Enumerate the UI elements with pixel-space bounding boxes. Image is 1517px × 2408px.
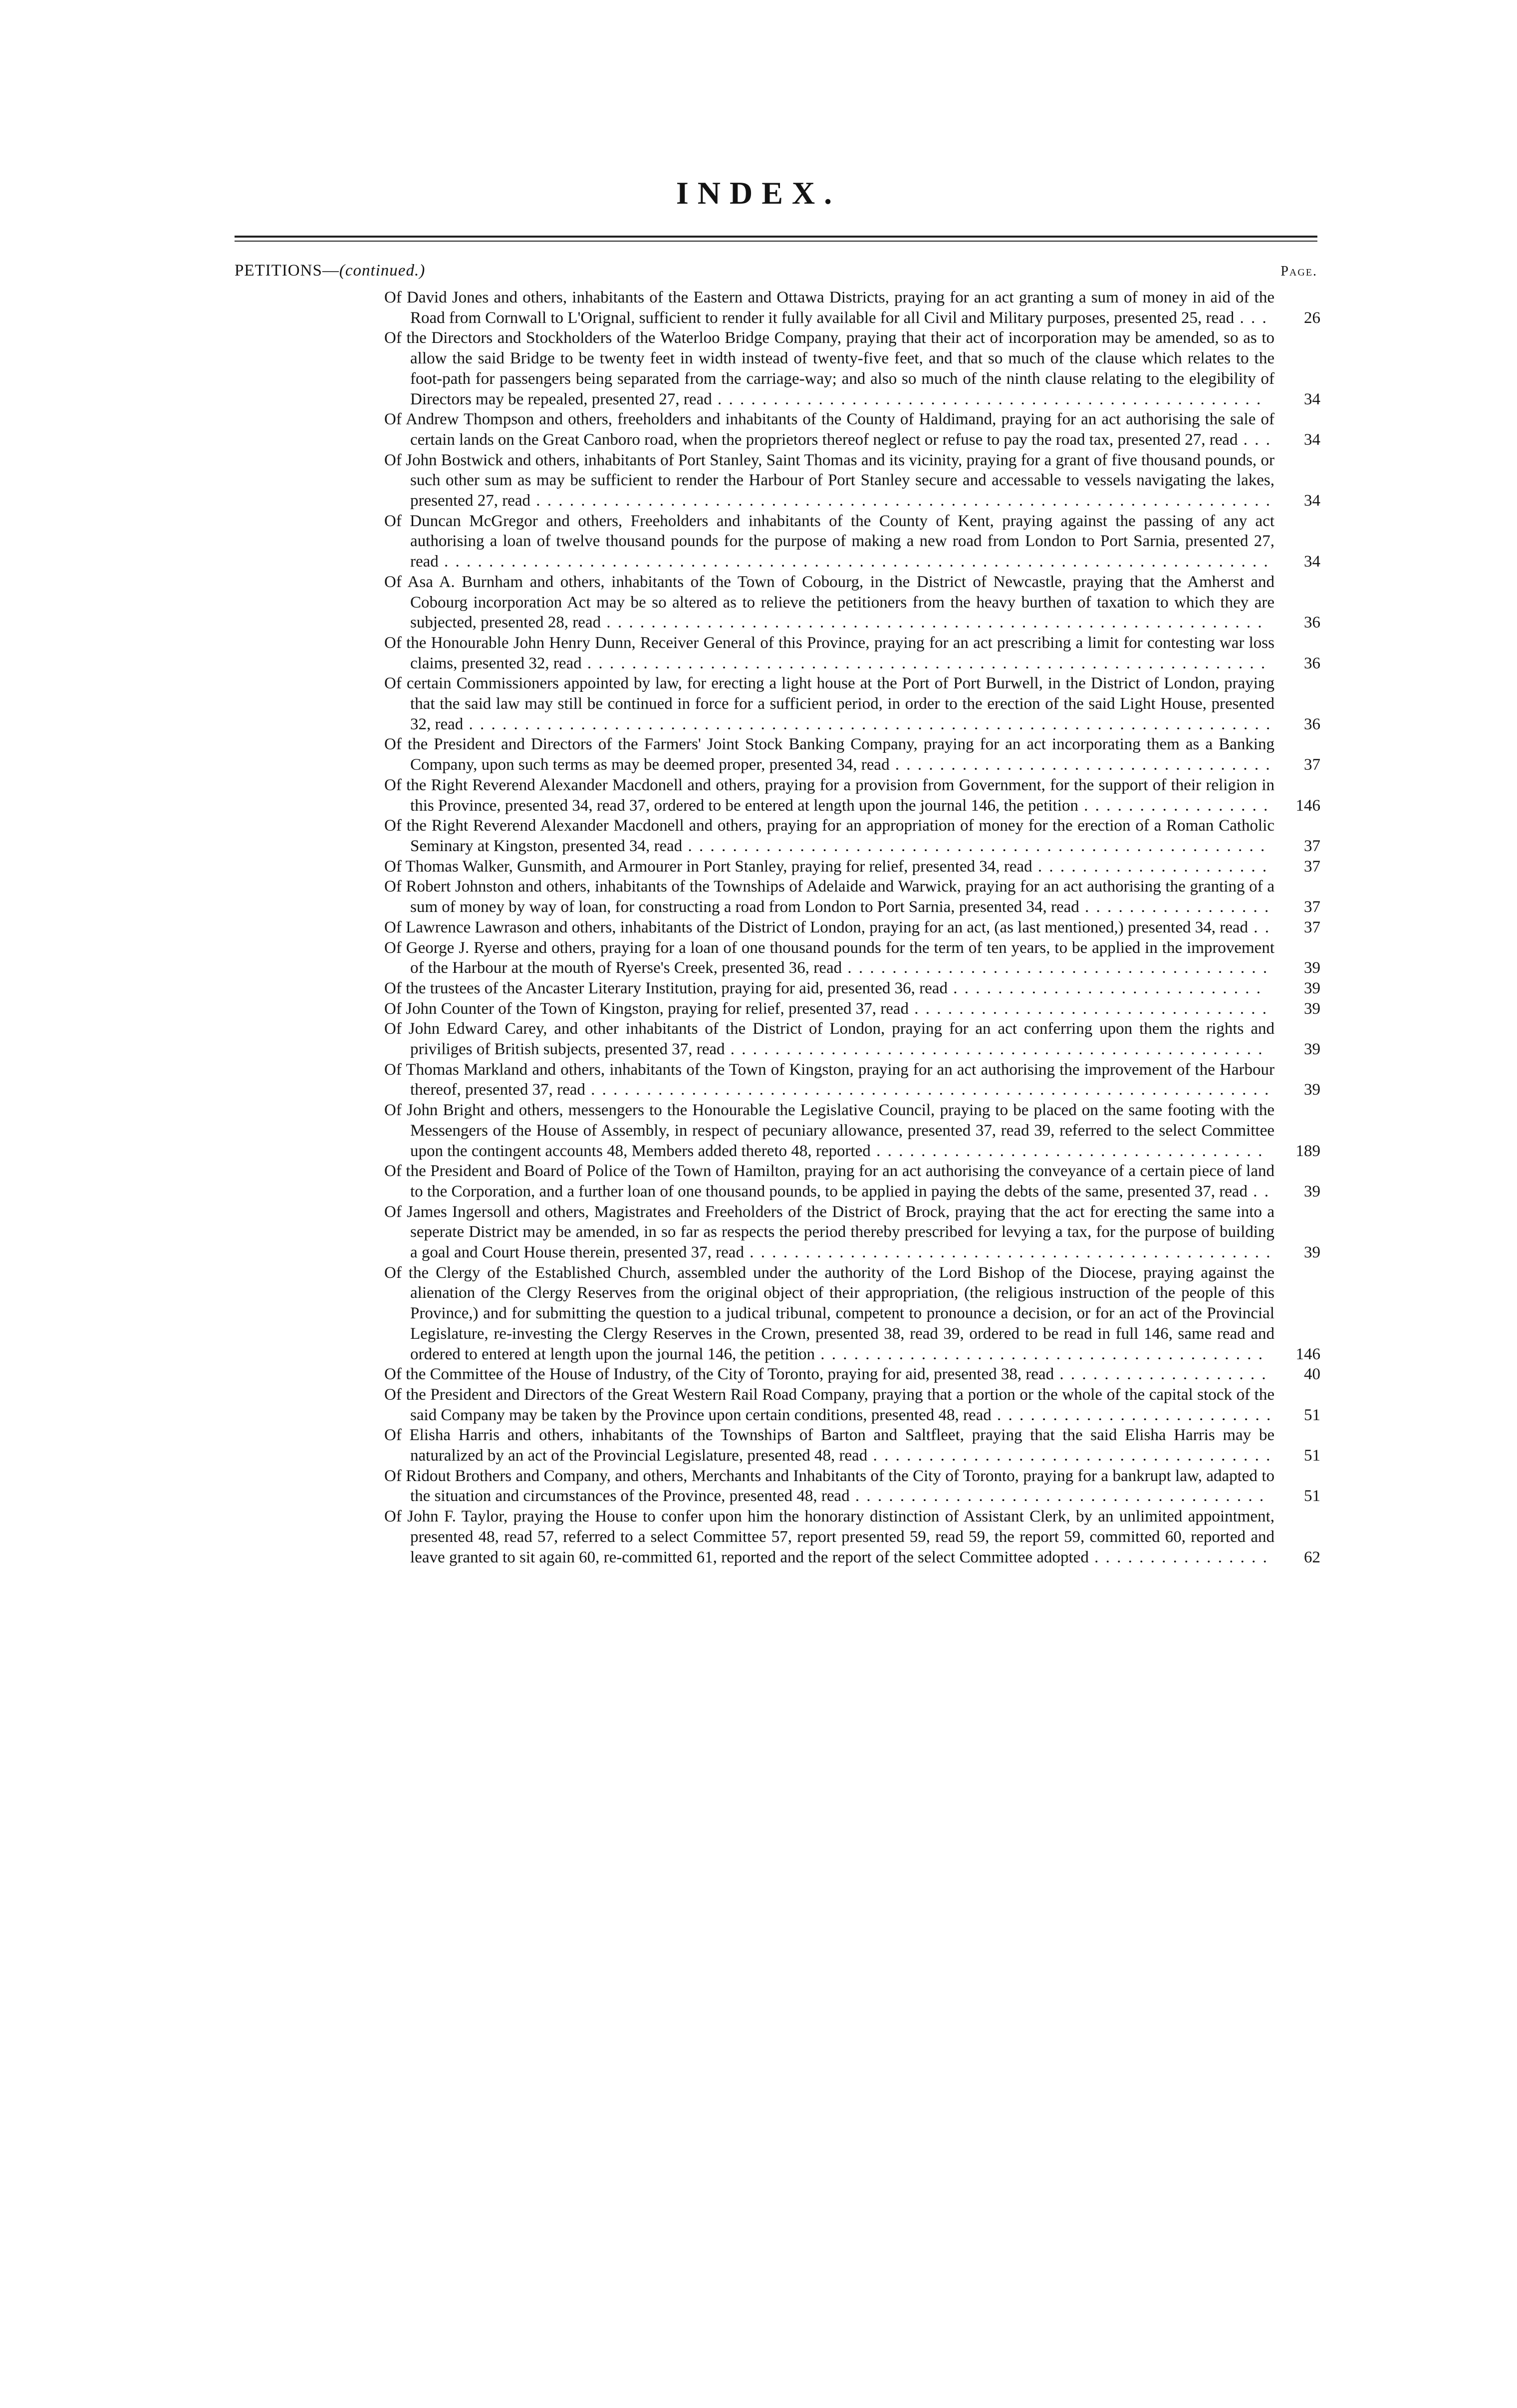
entry-description: Of the President and Directors of the Great Western Rail Road Company, praying that a portion or the whole of the capital stock of the said Company may be taken by the Province upon certain conditions, presented 48, read	[384, 1385, 1274, 1424]
dot-leader: . . . . . . . . . . . . . . . . . . . . . . . . . . . . . . . . . . . . . . . . . . . . . . . .	[725, 1040, 1264, 1059]
entry-description: Of George J. Ryerse and others, praying for a loan of one thousand pounds for the term of ten years, to be applied in the improvement of the Harbour at the mouth of Ryerse's Creek, presented 36, read	[384, 938, 1274, 977]
entry-page-number: 36	[1304, 654, 1320, 672]
entry-text	[384, 511, 1320, 572]
entry-page-number: 26	[1304, 308, 1320, 327]
entry-text	[384, 1263, 1320, 1365]
entry-description: Of John F. Taylor, praying the House to confer upon him the honorary distinction of Assistant Clerk, by an unlimited appointment, presented 48, read 57, referred to a select Committee 57, report presented 59, read 59, the report 59, committed 60, reported and leave granted to sit again 60, re-committed 61, reported and the report of the select Committee adopted	[384, 1507, 1274, 1566]
entry-page-number: 146	[1295, 796, 1320, 815]
dot-leader: . . . . . . . . . . . . . . . . . . . . .	[1032, 857, 1268, 876]
section-heading	[235, 262, 425, 280]
entry-page-number: 51	[1304, 1447, 1320, 1465]
entry-text	[384, 917, 1320, 938]
entry-page-number: 39	[1304, 1040, 1320, 1059]
dot-leader: . . . . . . . . . . . . . . . . . . . . . . . . . . . . . . . . . . . . . . . . . . . . . . . . . . . . . . . . . . .	[601, 613, 1264, 632]
dot-leader: . . . . . . . . . . . . . . . . . . .	[1054, 1365, 1267, 1384]
dot-leader: . .	[1247, 1182, 1270, 1201]
entry-description: Of John Counter of the Town of Kingston, praying for relief, presented 37, read	[384, 999, 909, 1018]
dot-leader: . . . . . . . . . . . . . . . . . . . . . . . . . . . . . . . . . . . . . . . . . . . . . . . . . . . .	[682, 837, 1266, 855]
index-entry	[384, 1385, 1320, 1425]
dot-leader: . . . . . . . . . . . . . . . . . . . . . . . . . . . . . . . . . . .	[870, 1142, 1264, 1160]
entry-page-number: 40	[1304, 1365, 1320, 1384]
entry-page-number: 39	[1304, 1182, 1320, 1201]
index-entry	[384, 877, 1320, 917]
entry-text	[384, 978, 1320, 999]
entry-page-number: 34	[1304, 492, 1320, 510]
entry-description: Of the President and Directors of the Farmers' Joint Stock Banking Company, praying for an act incorporating them as a Banking Company, upon such terms as may be deemed proper, presented 34, read	[384, 735, 1274, 774]
entry-text	[384, 1364, 1320, 1385]
entry-description: Of the trustees of the Ancaster Literary Institution, praying for aid, presented 36, read	[384, 979, 948, 997]
entry-page-number: 37	[1304, 837, 1320, 855]
dot-leader: . . . . . . . . . . . . . . . . . . . . . . . . . . . . . . . . . . . . . . . . . . . . . . . . .	[712, 390, 1263, 408]
entry-text	[384, 1019, 1320, 1059]
dot-leader: . . . . . . . . . . . . . . . . . . . . . . . . . . . . . . . . . . . . . . . . . . . . . . .	[744, 1243, 1272, 1262]
dot-leader: . . . . . . . . . . . . . . . . . . . . . . . . . . . . . . . . . . . . .	[849, 1487, 1265, 1505]
index-entry	[384, 938, 1320, 978]
page-title: INDEX.	[676, 175, 841, 211]
index-entry	[384, 734, 1320, 775]
title-rule-thin	[235, 241, 1317, 242]
entry-description: Of the Clergy of the Established Church, assembled under the authority of the Lord Bishop of the Diocese, praying against the alienation of the Clergy Reserves from the original object of their appropriation, (the religious instruction of the people of this Province,) and for submitting the question to a judical tribunal, competent to pronounce a decision, or for an act of the Provincial Legislature, re-investing the Clergy Reserves in the Crown, presented 38, read 39, ordered to be read in full 146, same read and ordered to entered at length upon the journal 146, the petition	[384, 1263, 1274, 1363]
dot-leader: . . . . . . . . . . . . . . . . . . . . . . . . . . . . . . . . . . . . . . . .	[815, 1345, 1264, 1363]
entry-text	[384, 1060, 1320, 1100]
dot-leader: . . . . . . . . . . . . . . . . . . . . . . . . . . . . . . . . . . . . . . . . . . . . . . . . . . . . . . . . . . . . . . . . . . . . . . . . . .	[438, 553, 1269, 571]
index-entry	[384, 511, 1320, 572]
entry-text	[384, 450, 1320, 511]
dot-leader: . . . . . . . . . . . . . . . . . . . . . . . . . . . . . . . . . . . . . . . . . . . . . . . . . . . . . . . . . . . . .	[585, 1081, 1270, 1099]
section-heading-continued: (continued.)	[339, 262, 426, 280]
index-entry	[384, 328, 1320, 409]
entry-text	[384, 1466, 1320, 1506]
index-entry	[384, 1060, 1320, 1100]
entry-text	[384, 734, 1320, 775]
index-entries	[384, 288, 1320, 1567]
entry-description: Of Thomas Walker, Gunsmith, and Armourer in Port Stanley, praying for relief, presented 34, read	[384, 857, 1032, 876]
entry-text	[384, 328, 1320, 409]
index-entry	[384, 978, 1320, 999]
entry-description: Of Ridout Brothers and Company, and others, Merchants and Inhabitants of the City of Toronto, praying for a bankrupt law, adapted to the situation and circumstances of the Province, presented 48, read	[384, 1467, 1274, 1505]
dot-leader: . . . . . . . . . . . . . . . .	[1088, 1548, 1268, 1566]
entry-page-number: 34	[1304, 430, 1320, 449]
dot-leader: . . . . . . . . . . . . . . . . . . . . . . . . . . . . . . . . . . . . . .	[842, 959, 1269, 977]
entry-description: Of John Bright and others, messengers to the Honourable the Legislative Council, praying to be placed on the same footing with the Messengers of the House of Assembly, in respect of pecuniary allowance, presented 37, read 39, referred to the select Committee upon the contingent accounts 48, Members added thereto 48, reported	[384, 1101, 1274, 1160]
entry-text	[384, 999, 1320, 1019]
entry-text	[384, 409, 1320, 450]
entry-description: Of James Ingersoll and others, Magistrates and Freeholders of the District of Brock, praying that the act for erecting the same into a seperate District may be amended, in so far as respects the period thereby prescribed for levying a tax, for the purpose of building a goal and Court House therein, presented 37, read	[384, 1203, 1274, 1262]
index-entry	[384, 1019, 1320, 1059]
index-entry	[384, 673, 1320, 734]
index-entry	[384, 1161, 1320, 1202]
entry-description: Of the Honourable John Henry Dunn, Receiver General of this Province, praying for an act prescribing a limit for contesting war loss claims, presented 32, read	[384, 633, 1274, 672]
entry-text	[384, 1425, 1320, 1466]
entry-text	[384, 857, 1320, 877]
entry-page-number: 39	[1304, 999, 1320, 1018]
page-column-heading: Page.	[1280, 264, 1317, 279]
entry-description: Of Asa A. Burnham and others, inhabitants of the Town of Cobourg, in the District of Newcastle, praying that the Amherst and Cobourg incorporation Act may be so altered as to relieve the petitioners from the heavy burthen of taxation to which they are subjected, presented 28, read	[384, 573, 1274, 632]
entry-page-number: 189	[1295, 1142, 1320, 1160]
entry-text	[384, 572, 1320, 633]
entry-page-number: 37	[1304, 918, 1320, 936]
index-entry	[384, 1263, 1320, 1365]
entry-text	[384, 673, 1320, 734]
title-rule-thick	[235, 236, 1317, 238]
index-entry	[384, 1466, 1320, 1506]
entry-page-number: 37	[1304, 756, 1320, 774]
dot-leader: . . . . . . . . . . . . . . . . . . . . . . . . . . . . . . . .	[909, 999, 1268, 1018]
entry-description: Of certain Commissioners appointed by law, for erecting a light house at the Port of Port Burwell, in the District of London, praying that the said law may still be continued in force for a sufficient period, in order to the erection of the said Light House, presented 32, read	[384, 674, 1274, 733]
entry-page-number: 51	[1304, 1487, 1320, 1505]
index-entry	[384, 1202, 1320, 1263]
index-entry	[384, 917, 1320, 938]
dot-leader: . . . . . . . . . . . . . . . . . . . . . . . . . . . . . . . . . . . . . . . . . . . . . . . . . . . . . . . . . . . . . . . . . . . . . . . .	[463, 715, 1272, 733]
index-entry	[384, 999, 1320, 1019]
entry-page-number: 34	[1304, 553, 1320, 571]
entry-text	[384, 938, 1320, 978]
section-heading-label: PETITIONS—	[235, 262, 339, 280]
entry-description: Of Duncan McGregor and others, Freeholders and inhabitants of the County of Kent, praying against the passing of any act authorising a loan of twelve thousand pounds for the purpose of making a new road from London to Port Sarnia, presented 27, read	[384, 512, 1274, 571]
entry-description: Of Andrew Thompson and others, freeholders and inhabitants of the County of Haldimand, praying for an act authorising the sale of certain lands on the Great Canboro road, when the proprietors thereof neglect or refuse to pay the road tax, presented 27, read	[384, 410, 1274, 449]
entry-page-number: 36	[1304, 715, 1320, 733]
entry-text	[384, 288, 1320, 328]
index-entry	[384, 857, 1320, 877]
index-entry	[384, 1425, 1320, 1466]
index-entry	[384, 1364, 1320, 1385]
dot-leader: . .	[1248, 918, 1271, 936]
entry-text	[384, 1161, 1320, 1202]
entry-text	[384, 1100, 1320, 1161]
entry-page-number: 39	[1304, 1243, 1320, 1262]
entry-text	[384, 1202, 1320, 1263]
entry-description: Of Lawrence Lawrason and others, inhabitants of the District of London, praying for an act, (as last mentioned,) presented 34, read	[384, 918, 1249, 936]
entry-description: Of Robert Johnston and others, inhabitants of the Townships of Adelaide and Warwick, praying for an act authorising the granting of a sum of money by way of loan, for constructing a road from London to Port Sarnia, presented 34, read	[384, 878, 1274, 916]
index-entry	[384, 572, 1320, 633]
entry-page-number: 62	[1304, 1548, 1320, 1566]
entry-description: Of the Right Reverend Alexander Macdonell and others, praying for a provision from Government, for the support of their religion in this Province, presented 34, read 37, ordered to be entered at length upon the journal 146, the petition	[384, 776, 1274, 815]
entry-description: Of Elisha Harris and others, inhabitants of the Townships of Barton and Saltfleet, praying that the said Elisha Harris may be naturalized by an act of the Provincial Legislature, presented 48, read	[384, 1426, 1274, 1465]
entry-description: Of the President and Board of Police of the Town of Hamilton, praying for an act authorising the conveyance of a certain piece of land to the Corporation, and a further loan of one thousand pounds, to be applied in paying the debts of the same, presented 37, read	[384, 1162, 1274, 1201]
entry-page-number: 39	[1304, 979, 1320, 997]
entry-page-number: 39	[1304, 959, 1320, 977]
entry-text	[384, 877, 1320, 917]
dot-leader: . . . . . . . . . . . . . . . . . . . . . . . . .	[991, 1406, 1272, 1424]
entry-page-number: 51	[1304, 1406, 1320, 1424]
entry-description: Of the Right Reverend Alexander Macdonell and others, praying for an appropriation of money for the erection of a Roman Catholic Seminary at Kingston, presented 34, read	[384, 817, 1274, 855]
index-entry	[384, 288, 1320, 328]
entry-description: Of Thomas Markland and others, inhabitants of the Town of Kingston, praying for an act authorising the improvement of the Harbour thereof, presented 37, read	[384, 1060, 1274, 1099]
entry-description: Of the Committee of the House of Industry, of the City of Toronto, praying for aid, presented 38, read	[384, 1365, 1054, 1384]
dot-leader: . . .	[1234, 308, 1268, 327]
dot-leader: . . . . . . . . . . . . . . . . . . . . . . . . . . . . . . . . . . . . . . . . . . . . . . . . . . . . . . . . . . . . .	[581, 654, 1267, 672]
dot-leader: . . .	[1238, 430, 1272, 449]
entry-page-number: 34	[1304, 390, 1320, 408]
dot-leader: . . . . . . . . . . . . . . . . . . . . . . . . . . . . . . . . . .	[889, 756, 1271, 774]
entry-text	[384, 1385, 1320, 1425]
entry-page-number: 36	[1304, 613, 1320, 632]
index-entry	[384, 775, 1320, 816]
entry-description: Of the Directors and Stockholders of the Waterloo Bridge Company, praying that their act of incorporation may be amended, so as to allow the said Bridge to be twenty feet in width instead of twenty-five feet, and that so much of the clause which relates to the foot-path for passengers being separated from the carriage-way; and also so much of the ninth clause relating to the elegibility of Directors may be repealed, presented 27, read	[384, 329, 1274, 408]
entry-page-number: 37	[1304, 898, 1320, 916]
entry-text	[384, 1506, 1320, 1567]
entry-page-number: 37	[1304, 857, 1320, 876]
index-entry	[384, 1506, 1320, 1567]
entry-description: Of John Edward Carey, and other inhabitants of the District of London, praying for an act conferring upon them the rights and priviliges of British subjects, presented 37, read	[384, 1020, 1274, 1059]
dot-leader: . . . . . . . . . . . . . . . . . . . . . . . . . . . . . . . . . . . .	[867, 1447, 1272, 1465]
dot-leader: . . . . . . . . . . . . . . . . . . . . . . . . . . . .	[947, 979, 1262, 997]
index-entry	[384, 1100, 1320, 1161]
dot-leader: . . . . . . . . . . . . . . . . . . . . . . . . . . . . . . . . . . . . . . . . . . . . . . . . . . . . . . . . . . . . . . . . . .	[530, 492, 1271, 510]
entry-text	[384, 816, 1320, 856]
index-entry	[384, 633, 1320, 673]
entry-description: Of John Bostwick and others, inhabitants of Port Stanley, Saint Thomas and its vicinity, praying for a grant of five thousand pounds, or such other sum as may be sufficient to render the Harbour of Port Stanley secure and accessable to vessels navigating the lakes, presented 27, read	[384, 451, 1274, 510]
entry-text	[384, 775, 1320, 816]
dot-leader: . . . . . . . . . . . . . . . . .	[1079, 898, 1270, 916]
entry-description: Of David Jones and others, inhabitants of the Eastern and Ottawa Districts, praying for an act granting a sum of money in aid of the Road from Cornwall to L'Orignal, sufficient to render it fully available for all Civil and Military purposes, presented 25, read	[384, 289, 1274, 327]
index-entry	[384, 816, 1320, 856]
entry-text	[384, 633, 1320, 673]
index-entry	[384, 450, 1320, 511]
dot-leader: . . . . . . . . . . . . . . . . .	[1078, 796, 1269, 815]
index-entry	[384, 409, 1320, 450]
entry-page-number: 146	[1295, 1345, 1320, 1363]
entry-page-number: 39	[1304, 1081, 1320, 1099]
